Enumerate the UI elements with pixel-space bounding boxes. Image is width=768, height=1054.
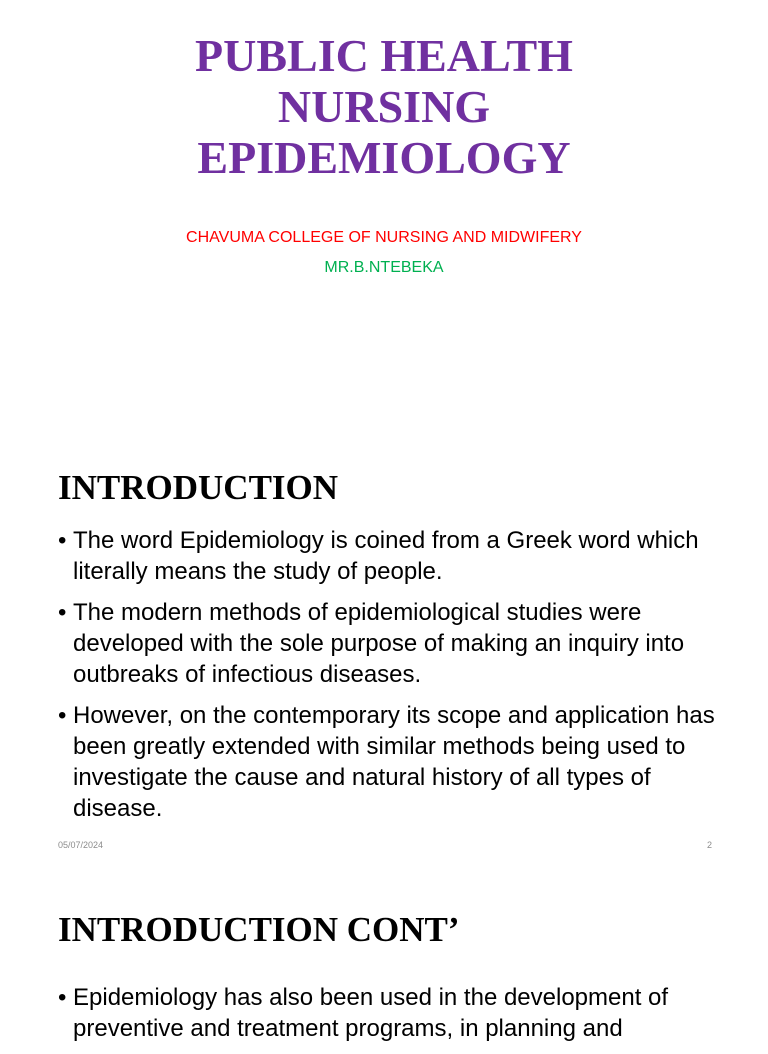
bullet-icon: • [58, 984, 67, 1011]
bullet-text: However, on the contemporary its scope and application has been greatly extended with similar methods being used to investigate the cause and natural history of all types of disease. [73, 702, 715, 822]
footer-date: 05/07/2024 [58, 840, 104, 850]
slide-heading: INTRODUCTION [58, 468, 339, 507]
bullet-item [58, 525, 718, 587]
bullet-list [58, 525, 718, 834]
college-name: CHAVUMA COLLEGE OF NURSING AND MIDWIFERY [186, 229, 582, 246]
title-line: PUBLIC HEALTH [195, 30, 573, 81]
bullet-icon: • [58, 702, 67, 729]
bullet-item [58, 700, 718, 824]
author-name: MR.B.NTEBEKA [324, 259, 444, 276]
bullet-icon: • [58, 527, 67, 554]
introduction-cont-slide [0, 870, 768, 1042]
presentation-title [0, 30, 768, 183]
page-number: 2 [706, 840, 712, 850]
bullet-item [58, 982, 718, 1044]
bullet-list [58, 982, 718, 1054]
bullet-icon: • [58, 599, 67, 626]
bullet-text: The word Epidemiology is coined from a Greek word which literally means the study of people. [73, 527, 699, 585]
title-slide [0, 0, 768, 440]
bullet-item [58, 597, 718, 690]
bullet-text: The modern methods of epidemiological studies were developed with the sole purpose of making an inquiry into outbreaks of infectious diseases. [73, 599, 685, 688]
introduction-slide [0, 440, 768, 870]
bullet-text: Epidemiology has also been used in the development of preventive and treatment programs, in planning and [73, 984, 669, 1042]
title-line: NURSING [277, 81, 491, 132]
title-line: EPIDEMIOLOGY [197, 132, 571, 183]
slide-heading: INTRODUCTION CONT’ [58, 910, 460, 949]
